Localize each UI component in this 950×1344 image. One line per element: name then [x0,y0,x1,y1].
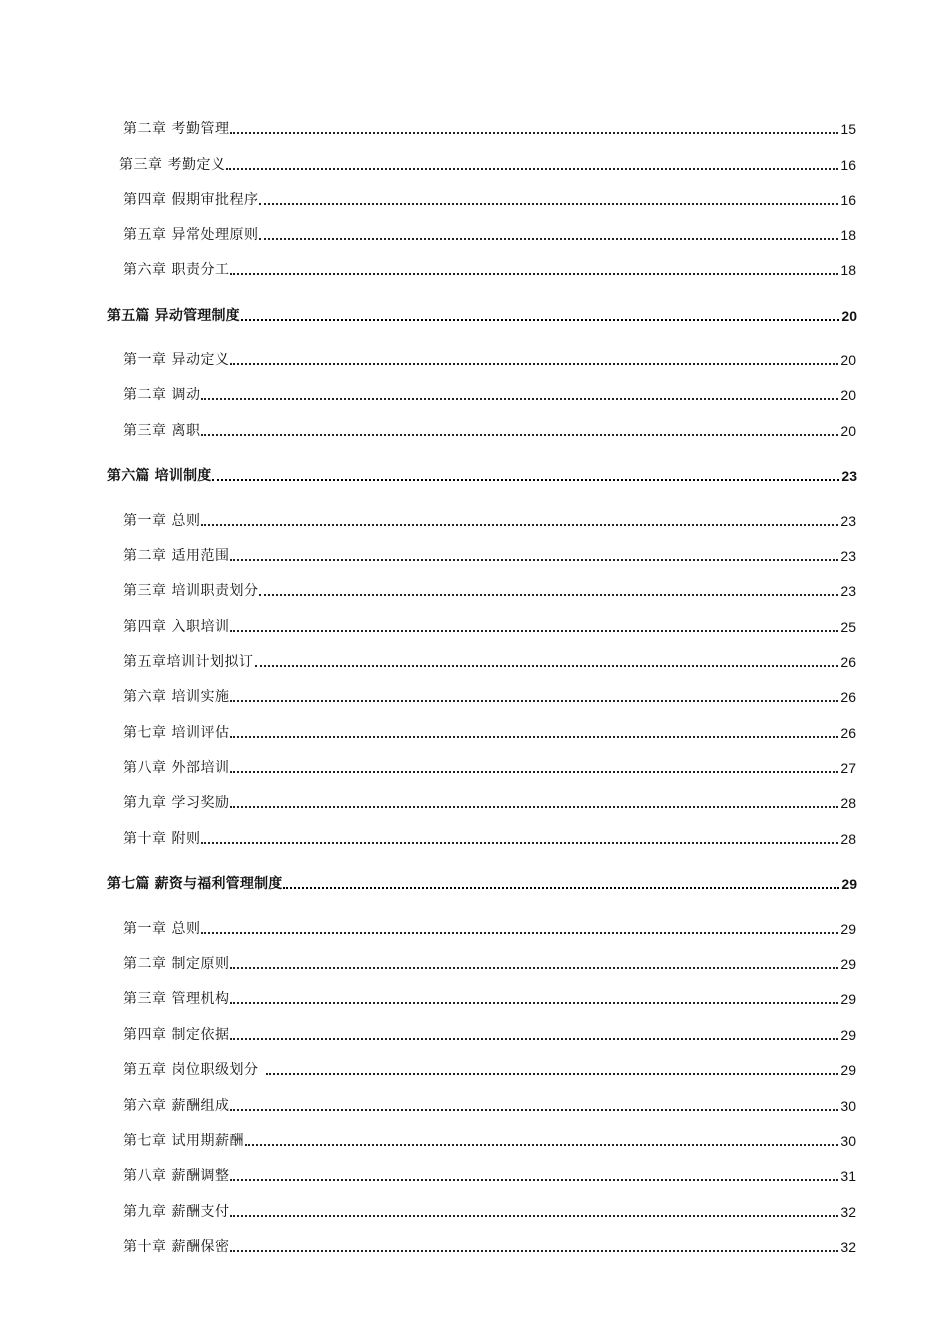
toc-entry-page: 16 [840,192,856,208]
toc-entry[interactable] [119,155,856,175]
toc-entry-page: 27 [840,760,856,776]
dot-leader [245,1144,838,1146]
dot-leader [201,842,838,844]
toc-entry[interactable] [123,511,856,531]
toc-entry[interactable] [123,225,856,245]
toc-entry-label: 第一章 总则 [123,921,201,937]
toc-entry-page: 32 [840,1239,856,1255]
dot-leader [230,1002,838,1004]
toc-part-entry[interactable] [107,466,857,486]
toc-entry-page: 20 [841,308,857,324]
toc-entry[interactable] [123,989,856,1009]
toc-entry-label: 第九章 学习奖励 [123,795,230,811]
toc-entry-label: 第四章 假期审批程序 [123,192,259,208]
toc-entry-label: 第六章 薪酬组成 [123,1098,230,1114]
toc-entry-page: 20 [840,423,856,439]
toc-entry-page: 29 [840,1062,856,1078]
toc-entry-label: 第六章 职责分工 [123,262,230,278]
toc-entry-label: 第三章 培训职责划分 [123,583,259,599]
toc-entry-label: 第二章 调动 [123,387,201,403]
toc-entry-page: 23 [840,548,856,564]
toc-entry-page: 28 [840,831,856,847]
dot-leader [230,132,838,134]
toc-entry-page: 16 [840,157,856,173]
toc-entry[interactable] [123,1202,856,1222]
toc-entry[interactable] [123,350,856,370]
dot-leader [230,630,838,632]
dot-leader [283,887,839,889]
dot-leader [226,168,838,170]
toc-entry[interactable] [123,687,856,707]
toc-part-entry[interactable] [107,306,857,326]
dot-leader [266,1073,838,1075]
dot-leader [259,594,838,596]
toc-entry[interactable] [123,421,856,441]
toc-part-entry[interactable] [107,874,857,894]
dot-leader [230,806,838,808]
toc-entry-label: 第一章 总则 [123,513,201,529]
toc-entry-page: 29 [840,921,856,937]
toc-entry-label: 第八章 薪酬调整 [123,1168,230,1184]
toc-entry[interactable] [123,617,856,637]
dot-leader [230,700,838,702]
toc-entry-page: 29 [840,1027,856,1043]
dot-leader [230,1038,838,1040]
toc-entry-page: 23 [840,513,856,529]
toc-entry[interactable] [123,1237,856,1257]
toc-entry[interactable] [123,723,856,743]
toc-entry-page: 28 [840,795,856,811]
toc-entry[interactable] [123,919,856,939]
dot-leader [230,967,838,969]
dot-leader [230,1179,838,1181]
toc-entry-page: 29 [841,876,857,892]
toc-entry[interactable] [123,1166,856,1186]
dot-leader [201,434,838,436]
toc-entry[interactable] [123,758,856,778]
toc-entry-label: 第十章 附则 [123,831,201,847]
toc-entry-label: 第七章 培训评估 [123,725,230,741]
toc-entry[interactable] [123,1060,856,1080]
toc-entry-page: 20 [840,387,856,403]
toc-entry[interactable] [123,829,856,849]
toc-entry-page: 32 [840,1204,856,1220]
toc-entry-label: 第六篇 培训制度 [107,468,212,484]
toc-entry-label: 第一章 异动定义 [123,352,230,368]
toc-entry-page: 26 [840,689,856,705]
dot-leader [201,524,838,526]
toc-entry-label: 第七章 试用期薪酬 [123,1133,244,1149]
dot-leader [230,1109,838,1111]
toc-entry[interactable] [123,793,856,813]
toc-entry-label: 第六章 培训实施 [123,689,230,705]
toc-entry-label: 第五篇 异动管理制度 [107,308,240,324]
toc-entry-label: 第三章 考勤定义 [119,157,226,173]
toc-entry[interactable] [123,1131,856,1151]
toc-entry-label: 第八章 外部培训 [123,760,230,776]
toc-entry-label: 第五章培训计划拟订 [123,654,254,670]
toc-entry-label: 第五章 岗位职级划分 [123,1062,259,1078]
toc-entry-label: 第十章 薪酬保密 [123,1239,230,1255]
dot-leader [259,238,838,240]
toc-entry-label: 第四章 入职培训 [123,619,230,635]
toc-entry-page: 29 [840,991,856,1007]
toc-entry-page: 30 [840,1098,856,1114]
dot-leader [201,398,838,400]
toc-entry-page: 26 [840,654,856,670]
dot-leader [230,1250,838,1252]
toc-entry-page: 26 [840,725,856,741]
toc-entry-label: 第七篇 薪资与福利管理制度 [107,876,283,892]
toc-entry[interactable] [123,190,856,210]
toc-entry[interactable] [123,1025,856,1045]
toc-entry[interactable] [123,546,856,566]
toc-entry-label: 第三章 离职 [123,423,201,439]
toc-entry-label: 第二章 适用范围 [123,548,230,564]
toc-entry-page: 20 [840,352,856,368]
dot-leader [212,479,839,481]
dot-leader [255,665,839,667]
toc-entry[interactable] [123,1096,856,1116]
toc-entry[interactable] [123,119,856,139]
toc-entry[interactable] [123,385,856,405]
toc-entry[interactable] [123,954,856,974]
toc-entry-page: 23 [840,583,856,599]
toc-entry[interactable] [123,652,856,672]
dot-leader [230,771,838,773]
toc-entry-label: 第九章 薪酬支付 [123,1204,230,1220]
toc-entry-page: 31 [840,1168,856,1184]
toc-entry-label: 第二章 考勤管理 [123,121,230,137]
toc-entry-page: 29 [840,956,856,972]
dot-leader [259,203,838,205]
toc-entry-label: 第二章 制定原则 [123,956,230,972]
toc-entry-page: 23 [841,468,857,484]
dot-leader [241,319,840,321]
toc-entry[interactable] [123,581,856,601]
toc-entry-page: 30 [840,1133,856,1149]
toc-entry-page: 15 [840,121,856,137]
dot-leader [230,273,838,275]
dot-leader [230,736,838,738]
toc-entry-label: 第三章 管理机构 [123,991,230,1007]
dot-leader [201,932,838,934]
toc-entry-label: 第五章 异常处理原则 [123,227,259,243]
toc-entry-page: 18 [840,227,856,243]
toc-entry-label: 第四章 制定依据 [123,1027,230,1043]
toc-entry-page: 18 [840,262,856,278]
toc-entry-page: 25 [840,619,856,635]
dot-leader [230,559,838,561]
dot-leader [230,1215,838,1217]
dot-leader [230,363,838,365]
toc-entry[interactable] [123,260,856,280]
